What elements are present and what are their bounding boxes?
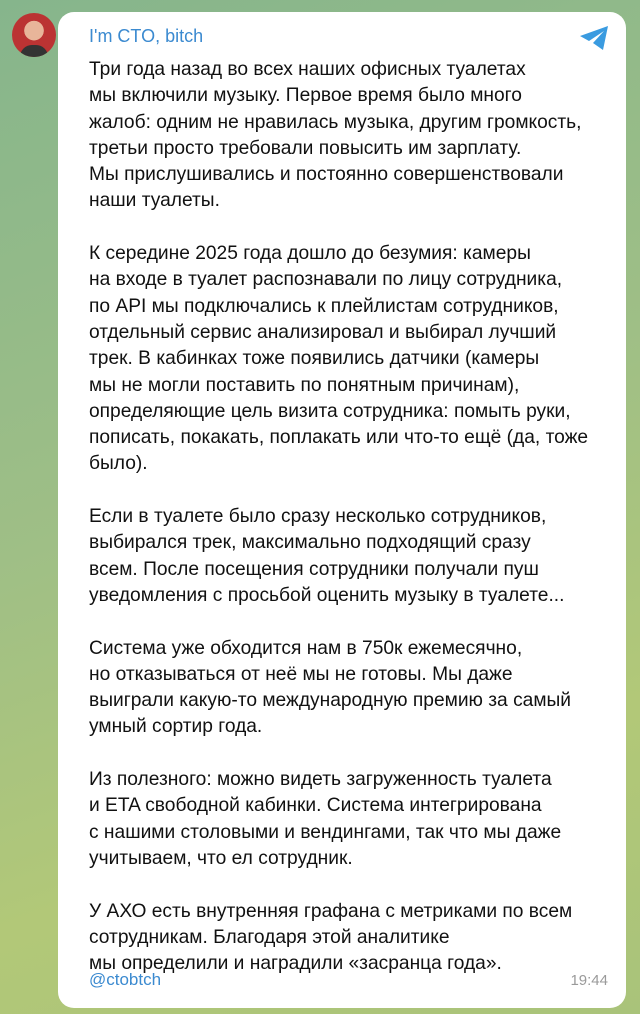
message-line: по API мы подключались к плейлистам сотрудников, <box>89 295 559 317</box>
message-line: наши туалеты. <box>89 190 220 212</box>
avatar-figure <box>20 45 48 57</box>
message-line: Три года назад во всех наших офисных туалетах <box>89 59 526 80</box>
channel-handle-link[interactable]: @ctobtch <box>89 970 162 989</box>
message-line: мы включили музыку. Первое время было много <box>89 85 522 107</box>
message-line: трек. В кабинках тоже появились датчики (камеры <box>89 348 540 370</box>
channel-name[interactable]: I'm CTO, bitch <box>89 26 204 46</box>
message-line: всем. После посещения сотрудники получали пуш <box>89 558 539 580</box>
message-line: сотрудникам. Благодаря этой аналитике <box>89 926 450 948</box>
message-line: отдельный сервис анализировал и выбирал лучший <box>89 321 557 343</box>
message-line: Система уже обходится нам в 750к ежемесячно, <box>89 637 523 659</box>
message-line: было). <box>89 453 148 475</box>
message-bubble <box>58 12 626 1008</box>
message-line: но отказываться от неё мы не готовы. Мы даже <box>89 663 513 685</box>
message-line: Мы прислушивались и постоянно совершенствовали <box>89 164 564 186</box>
message-line: умный сортир года. <box>89 716 263 738</box>
message-line: и ETA свободной кабинки. Система интегрирована <box>89 795 542 817</box>
message-time: 19:44 <box>570 972 608 989</box>
message-line: мы не могли поставить по понятным причинам), <box>89 374 520 396</box>
telegram-share-icon[interactable] <box>578 24 610 52</box>
message-line: пописать, покакать, поплакать или что-то ещё (да, тоже <box>89 427 589 449</box>
message-paragraph <box>89 767 588 872</box>
message-line: третьи просто требовали повысить им зарплату. <box>89 137 522 159</box>
message-line: жалоб: одним не нравилась музыка, другим громкость, <box>89 111 582 133</box>
message-text <box>89 57 588 1004</box>
message-line: выиграли какую-то международную премию за самый <box>89 690 572 712</box>
message-paragraph <box>89 57 588 215</box>
message-line: мы определили и наградили «засранца года». <box>89 953 502 975</box>
message-line: учитываем, что ел сотрудник. <box>89 847 353 869</box>
message-line: К середине 2025 года дошло до безумия: камеры <box>89 243 531 265</box>
message-line: Если в туалете было сразу несколько сотрудников, <box>89 506 547 528</box>
message-line: с нашими столовыми и вендингами, так что мы даже <box>89 821 562 843</box>
message-line: на входе в туалет распознавали по лицу сотрудника, <box>89 269 563 291</box>
message-line: У АХО есть внутренняя графана с метриками по всем <box>89 900 573 922</box>
message-paragraph <box>89 636 588 741</box>
message-line: Из полезного: можно видеть загруженность туалета <box>89 769 552 791</box>
message-line: выбирался трек, максимально подходящий сразу <box>89 532 531 554</box>
message-paragraph <box>89 504 588 609</box>
message-line: уведомления с просьбой оценить музыку в туалете... <box>89 584 565 606</box>
message-line: определяющие цель визита сотрудника: помыть руки, <box>89 400 571 422</box>
message-paragraph <box>89 899 588 978</box>
channel-avatar[interactable] <box>12 13 56 57</box>
message-paragraph <box>89 241 588 478</box>
